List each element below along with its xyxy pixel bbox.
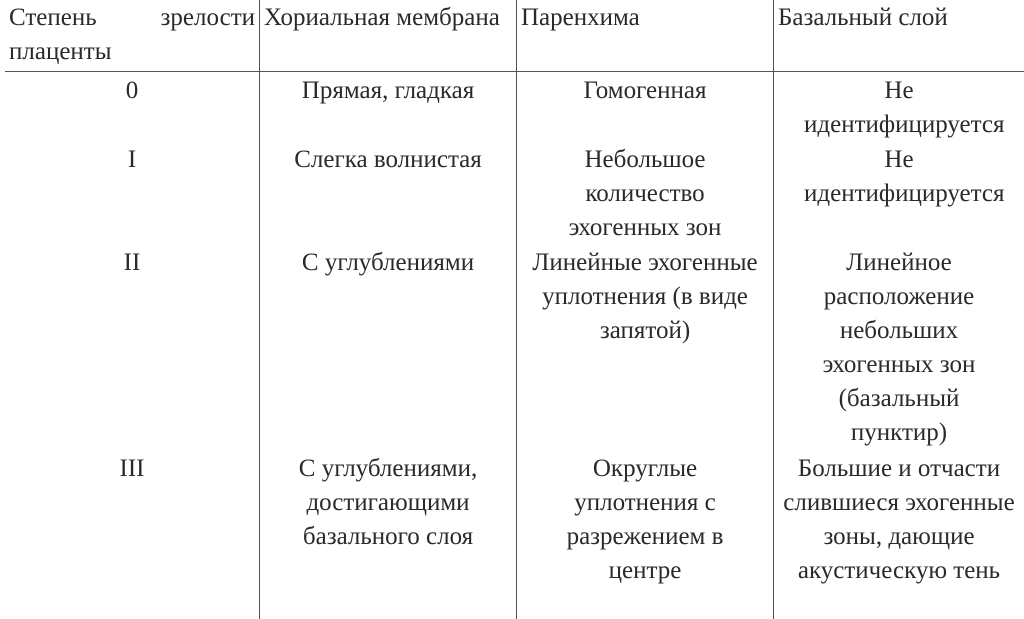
header-basal-layer: Базальный слой [778, 4, 948, 31]
row-3-membrane: С углублениями, достигающими базального слоя [298, 455, 478, 550]
header-grade: Степень зрелости плаценты [9, 4, 255, 65]
row-0-parenchyma: Гомогенная [583, 77, 707, 104]
row-0-membrane: Прямая, гладкая [301, 77, 475, 104]
row-1-membrane: Слегка волнистая [294, 146, 482, 173]
row-2-basal: Линейное расположение небольших эхогенных зон (базальный пунктир) [822, 249, 976, 446]
row-2-grade: II [123, 249, 141, 276]
row-1-basal: Не идентифицируется [804, 146, 1005, 207]
row-1-parenchyma: Небольшое количество эхогенных зон [568, 146, 722, 241]
row-3-basal: Большие и отчасти слившиеся эхогенные зоны, дающие акустическую тень [783, 455, 1015, 584]
header-divider [5, 71, 1024, 72]
row-3-grade: III [119, 455, 145, 482]
row-0-basal: Не идентифицируется [804, 77, 1005, 138]
row-0-grade: 0 [125, 77, 139, 104]
row-2-membrane: С углублениями [301, 249, 475, 276]
placenta-maturity-table [5, 0, 1024, 619]
row-3-parenchyma: Округлые уплотнения с разрежением в центре [566, 455, 724, 584]
row-1-grade: I [127, 146, 137, 173]
row-2-parenchyma: Линейные эхогенные уплотнения (в виде запятой) [532, 249, 758, 344]
header-parenchyma: Паренхима [521, 4, 640, 31]
header-chorionic-membrane: Хориальная мембрана [264, 4, 500, 31]
